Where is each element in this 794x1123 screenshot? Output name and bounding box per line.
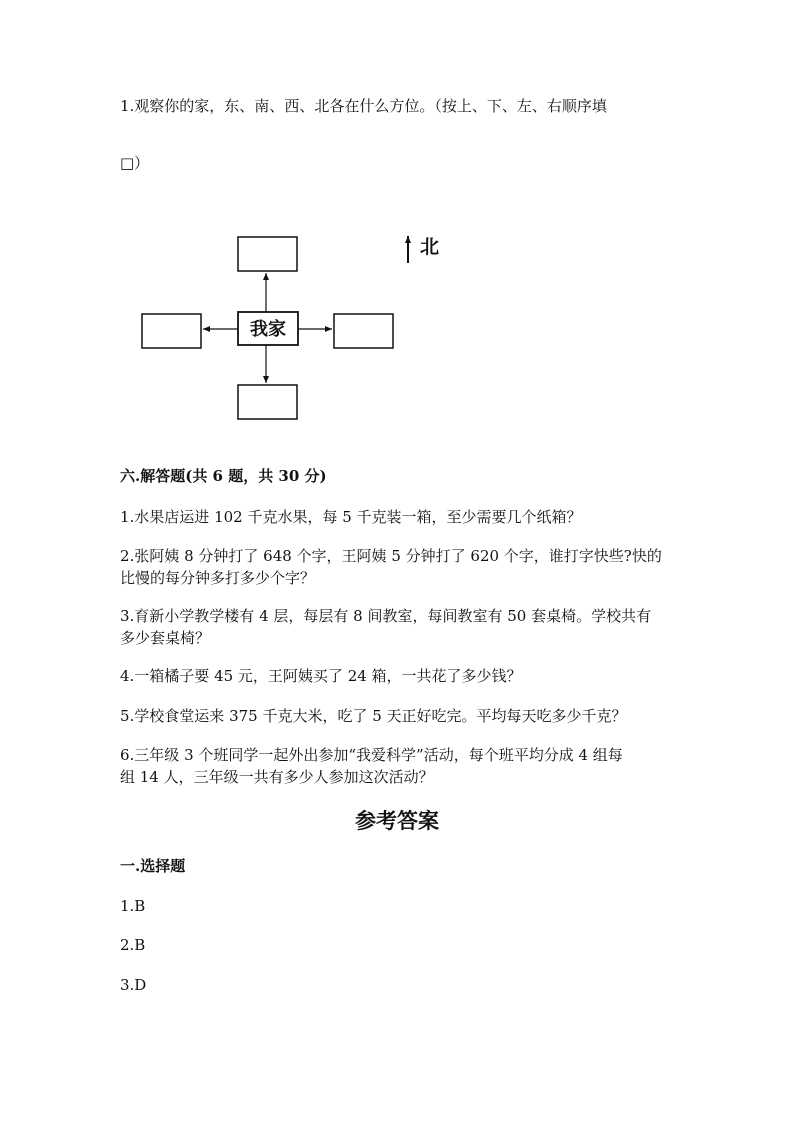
left-answer-box bbox=[142, 314, 201, 348]
top-answer-box bbox=[238, 237, 297, 271]
problem-4-line-1: 4.一箱橘子要 45 元，王阿姨买了 24 箱，一共花了多少钱？ bbox=[120, 667, 522, 685]
answer-item: 3.D bbox=[120, 976, 147, 994]
problem-6-line-2: 组 14 人，三年级一共有多少人参加这次活动？ bbox=[120, 768, 434, 786]
problem-3-line-2: 多少套桌椅？ bbox=[120, 629, 211, 647]
answer-item: 1.B bbox=[120, 897, 146, 915]
bottom-answer-box bbox=[238, 385, 297, 419]
question-1-line-1: 1.观察你的家，东、南、西、北各在什么方位。（按上、下、左、右顺序填 bbox=[120, 97, 607, 115]
home-label: 我家 bbox=[250, 319, 286, 340]
problem-6-line-1: 6.三年级 3 个班同学一起外出参加“我爱科学”活动，每个班平均分成 4 组每 bbox=[120, 746, 623, 764]
problem-2-line-2: 比慢的每分钟多打多少个字？ bbox=[120, 569, 316, 587]
problem-5-line-1: 5.学校食堂运来 375 千克大米，吃了 5 天正好吃完。平均每天吃多少千克？ bbox=[120, 707, 627, 725]
answers-section-1-heading: 一.选择题 bbox=[120, 857, 186, 875]
problem-3-line-1: 3.育新小学教学楼有 4 层，每层有 8 间教室，每间教室有 50 套桌椅。学校共有 bbox=[120, 607, 652, 625]
right-answer-box bbox=[334, 314, 393, 348]
direction-diagram bbox=[130, 225, 460, 425]
answer-key-title: 参考答案 bbox=[355, 808, 439, 833]
north-label: 北 bbox=[420, 236, 440, 258]
problem-1-line-1: 1.水果店运进 102 千克水果，每 5 千克装一箱，至少需要几个纸箱？ bbox=[120, 508, 582, 526]
answer-item: 2.B bbox=[120, 936, 146, 954]
section-6-heading: 六.解答题(共 6 题，共 30 分) bbox=[120, 467, 327, 485]
problem-2-line-1: 2.张阿姨 8 分钟打了 648 个字，王阿姨 5 分钟打了 620 个字，谁打字快些?快的 bbox=[120, 547, 662, 565]
question-1-line-2: □） bbox=[120, 154, 150, 172]
